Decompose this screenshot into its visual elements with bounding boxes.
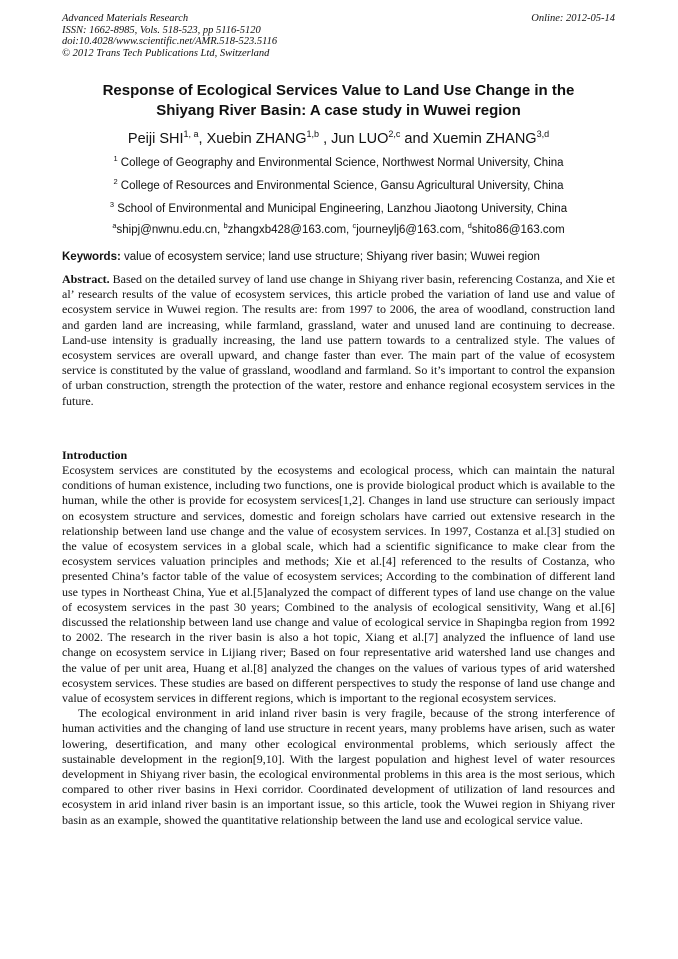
email-address: journeylj6@163.com,	[356, 224, 468, 236]
author-sup: 3,d	[536, 129, 550, 140]
affiliation-text: College of Resources and Environmental Science, Gansu Agricultural University, China	[117, 180, 564, 192]
doi-line: doi:10.4028/www.scientific.net/AMR.518-523.5116	[62, 36, 278, 47]
email-address: zhangxb428@163.com,	[227, 224, 353, 236]
abstract	[62, 272, 615, 409]
intro-paragraph-2: The ecological environment in arid inland river basin is very fragile, because of the strong interference of human activities and the changing of land use structure in recent years, many problems have arisen, such as water lowering, desertification, and many other ecological environmental problems, which seriously affect the sustainable development in the region[9,10]. With the largest population and highest level of water resources development in Shiyang river basin, the ecological environmental problems in this area is the most serious, which compared to other river basins in Hexi corridor. Coordinated development of utilization of land resources and ecosystem in arid inland river basin is an important issue, so this article, took the Wuwei region in Shiyang river basin as an example, showed the quantitative relationship between the land use and ecological service value.	[62, 706, 615, 827]
author-name: , Jun LUO	[319, 131, 389, 147]
abstract-paragraph	[62, 272, 615, 409]
email-address: shito86@163.com	[471, 224, 565, 236]
title-line-1: Response of Ecological Services Value to Land Use Change in the	[102, 82, 575, 99]
journal-name: Advanced Materials Research	[62, 13, 189, 24]
author-sup: 2,c	[388, 129, 401, 140]
email-sup: c	[352, 221, 357, 231]
affiliation-1	[62, 156, 615, 171]
author-sup: 1,b	[306, 129, 320, 140]
affiliation-text: College of Geography and Environmental Science, Northwest Normal University, China	[117, 157, 564, 169]
title-line-2: Shiyang River Basin: A case study in Wuwei region	[156, 102, 521, 119]
journal-header	[62, 13, 615, 59]
affiliation-2	[62, 179, 615, 194]
email-address: shipj@nwnu.edu.cn,	[116, 224, 224, 236]
keywords-label: Keywords:	[62, 251, 121, 263]
keywords-text: value of ecosystem service; land use structure; Shiyang river basin; Wuwei region	[120, 251, 540, 263]
email-sup: d	[467, 221, 472, 231]
author-list	[62, 129, 615, 149]
abstract-label: Abstract.	[62, 272, 110, 286]
author-sup: 1, a	[183, 129, 199, 140]
author-name: Peiji SHI	[127, 131, 184, 147]
affiliation-text: School of Environmental and Municipal Engineering, Lanzhou Jiaotong University, China	[114, 203, 568, 215]
intro-paragraph-1: Ecosystem services are constituted by the ecosystems and ecological process, which can maintain the natural conditions of human existence, including two functions, one is provide biological product which is available to the human, while the other is provide for ecosystem services[1,2]. Changes in land use structure can seriously impact on ecosystem structure and services, domestic and foreign scholars have carried out extensive research in the relationship between land use change and the value of ecosystem services. In 1997, Costanza et al.[3] studied on the value of ecosystem services in a global scale, which had a scientific significance to make clear from the ecosystem services valuation principles and methods; Xie et al.[4] referenced to the results of Costanza, who presented China’s factor table of the value of ecosystem services; According to the combination of different land use types in Northeast China, Yue et al.[5]analyzed the compact of different types of land use change on the value of ecosystem services in the past 30 years; Combined to the analysis of ecological sensitivity, Wang et al.[6] discussed the relationship between land use change and value of ecological service in Shapingba region from 1992 to 2002. The research in the river basin is also a hot topic, Xiang et al.[7] analyzed the influence of land use change on ecosystem service in Lijiang river; Based on four representative arid watershed land use changes and the value of per unit area, Huang et al.[8] analyzed the changes on the values of various types of arid watershed ecosystem services. These studies are based on different perspectives to study the response of land use change and value of ecosystem services in different regions, which is important to the regional ecosystem services.	[62, 463, 615, 706]
affiliation-3	[62, 202, 615, 217]
email-sup: b	[223, 221, 228, 231]
abstract-text: Based on the detailed survey of land use change in Shiyang river basin, referencing Costanza, and Xie et al’ research results of the value of ecosystem services, this article probed the variation of land use and value of ecosystem service in Wuwei region. The results are: from 1997 to 2006, the area of woodland, construction land and garden land are increasing, while farmland, grassland, water and unused land are continuing to decrease. Land-use intensity is gradually increasing, the land use pattern towards to a centralized style. The values of ecosystem services are overall upward, and change faster than ever. The main part of the value of ecosystem service is constituted by the value of grassland, woodland and farmland. So it’s important to control the expansion of urban construction, strength the protection of the water, restore and enhance regional ecosystem services in the future.	[62, 272, 615, 408]
affiliation-number: 1	[113, 154, 118, 164]
introduction-body	[62, 463, 615, 828]
paper-title	[62, 81, 615, 121]
author-name: and Xuemin ZHANG	[400, 131, 537, 147]
email-line	[62, 223, 615, 238]
keywords	[62, 250, 615, 265]
online-date: Online: 2012-05-14	[531, 13, 615, 24]
affiliation-number: 3	[109, 200, 115, 210]
copyright-line: © 2012 Trans Tech Publications Ltd, Switzerland	[62, 47, 270, 59]
author-name: , Xuebin ZHANG	[198, 131, 307, 147]
affiliation-number: 2	[113, 177, 118, 187]
section-heading: Introduction	[62, 448, 128, 462]
issn-line: ISSN: 1662-8985, Vols. 518-523, pp 5116-5120	[62, 24, 261, 36]
email-sup: a	[112, 221, 117, 231]
